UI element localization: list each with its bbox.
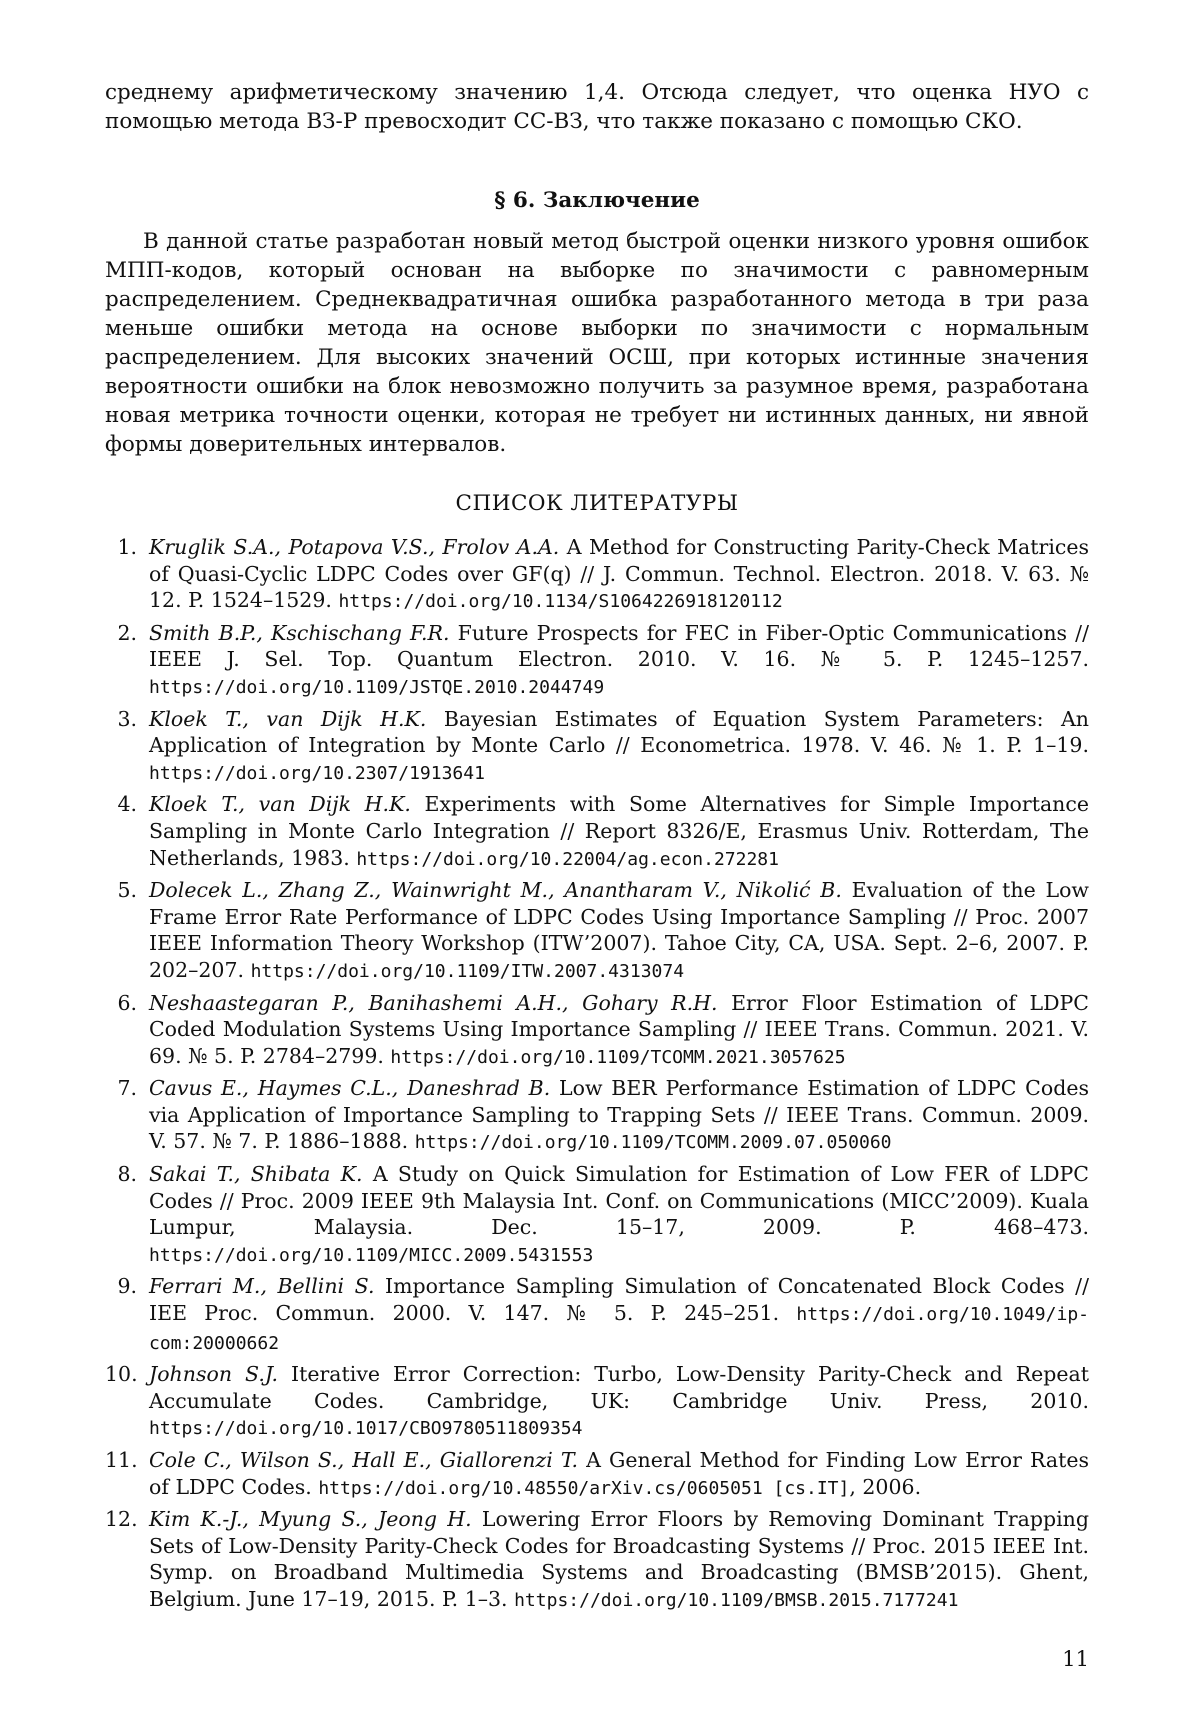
reference-doi-link[interactable]: https://doi.org/10.1134/S1064226918120112	[338, 591, 782, 612]
reference-doi-link[interactable]: https://doi.org/10.1109/ITW.2007.4313074	[251, 961, 684, 982]
reference-item	[105, 1273, 1089, 1357]
reference-authors: Kruglik S.A., Potapova V.S., Frolov A.A.	[149, 535, 559, 559]
reference-number: 8.	[105, 1161, 137, 1188]
reference-number: 1.	[105, 534, 137, 561]
reference-text: Importance Sampling Simulation of Concatenated Block Codes // IEE Proc. Commun. 2000. V. 147. № 5. P. 245–251.	[149, 1274, 1089, 1325]
reference-item	[105, 620, 1089, 702]
reference-authors: Johnson S.J.	[149, 1362, 278, 1386]
reference-authors: Sakai T., Shibata K.	[149, 1162, 363, 1186]
reference-item	[105, 1161, 1089, 1269]
reference-authors: Ferrari M., Bellini S.	[149, 1274, 374, 1298]
reference-tail: , 2006.	[849, 1475, 921, 1499]
conclusion-paragraph: В данной статье разработан новый метод быстрой оценки низкого уровня ошибок МПП-кодов, который основан на выборке по значимости с равномерным распределением. Среднеквадратичная ошибка разработанного метода в три раза меньше ошибки метода на основе выборки по значимости с нормальным распределением. Для высоких значений ОСШ, при которых истинные значения вероятности ошибки на блок невозможно получить за разумное время, разработана новая метрика точности оценки, которая не требует ни истинных данных, ни явной формы доверительных интервалов.	[105, 227, 1089, 459]
reference-doi-link[interactable]: https://doi.org/10.48550/arXiv.cs/0605051 [cs.IT]	[318, 1478, 849, 1499]
reference-authors: Kim K.-J., Myung S., Jeong H.	[149, 1507, 472, 1531]
references-title: СПИСОК ЛИТЕРАТУРЫ	[105, 491, 1089, 516]
reference-item	[105, 1075, 1089, 1157]
reference-item	[105, 706, 1089, 788]
reference-text: Experiments with Some Alternatives for Simple Importance Sampling in Monte Carlo Integration // Report 8326/E, Erasmus Univ. Rotterdam, The Netherlands, 1983.	[149, 792, 1089, 869]
reference-text: Evaluation of the Low Frame Error Rate Performance of LDPC Codes Using Importance Sampling // Proc. 2007 IEEE Information Theory Workshop (ITW’2007). Tahoe City, CA, USA. Sept. 2–6, 2007. P. 202–207.	[149, 878, 1089, 982]
reference-number: 9.	[105, 1273, 137, 1300]
page-number: 11	[1062, 1647, 1089, 1671]
continuation-paragraph: среднему арифметическому значению 1,4. Отсюда следует, что оценка НУО с помощью метода ВЗ-Р превосходит СС-ВЗ, что также показано с помощью СКО.	[105, 78, 1089, 136]
reference-number: 7.	[105, 1075, 137, 1102]
reference-item	[105, 1447, 1089, 1502]
reference-item	[105, 791, 1089, 873]
reference-text: Future Prospects for FEC in Fiber-Optic Communications // IEEE J. Sel. Top. Quantum Electron. 2010. V. 16. № 5. P. 1245–1257.	[149, 621, 1089, 672]
reference-item	[105, 990, 1089, 1072]
page-body	[105, 78, 1089, 1619]
reference-number: 11.	[105, 1447, 137, 1474]
reference-doi-link[interactable]: https://doi.org/10.2307/1913641	[149, 763, 485, 784]
reference-doi-link[interactable]: https://doi.org/10.1109/BMSB.2015.7177241	[514, 1590, 958, 1611]
reference-authors: Kloek T., van Dijk H.K.	[149, 707, 426, 731]
reference-item	[105, 877, 1089, 985]
reference-number: 12.	[105, 1506, 137, 1533]
reference-doi-link[interactable]: https://doi.org/10.1109/JSTQE.2010.2044749	[149, 677, 604, 698]
reference-number: 2.	[105, 620, 137, 647]
reference-number: 4.	[105, 791, 137, 818]
reference-item	[105, 534, 1089, 616]
reference-doi-link[interactable]: https://doi.org/10.1109/TCOMM.2021.3057625	[390, 1047, 845, 1068]
reference-number: 10.	[105, 1361, 137, 1388]
reference-item	[105, 1361, 1089, 1443]
reference-doi-link[interactable]: https://doi.org/10.1017/CBO9780511809354	[149, 1418, 582, 1439]
section-title: § 6. Заключение	[105, 188, 1089, 213]
reference-text: Error Floor Estimation of LDPC Coded Modulation Systems Using Importance Sampling // IEEE Trans. Commun. 2021. V. 69. № 5. P. 2784–2799.	[149, 991, 1089, 1068]
reference-authors: Cole C., Wilson S., Hall E., Giallorenzi T.	[149, 1448, 578, 1472]
reference-number: 5.	[105, 877, 137, 904]
reference-doi-link[interactable]: https://doi.org/10.1109/TCOMM.2009.07.050060	[415, 1132, 892, 1153]
reference-list	[105, 534, 1089, 1615]
reference-number: 6.	[105, 990, 137, 1017]
reference-doi-link[interactable]: https://doi.org/10.1049/ip-com:20000662	[149, 1304, 1089, 1354]
reference-text: Lowering Error Floors by Removing Dominant Trapping Sets of Low-Density Parity-Check Codes for Broadcasting Systems // Proc. 2015 IEEE Int. Symp. on Broadband Multimedia Systems and Broadcasting (BMSB’2015). Ghent, Belgium. June 17–19, 2015. P. 1–3.	[149, 1507, 1089, 1611]
reference-authors: Kloek T., van Dijk H.K.	[149, 792, 411, 816]
reference-authors: Dolecek L., Zhang Z., Wainwright M., Anantharam V., Nikolić B.	[149, 878, 842, 902]
reference-text: A Method for Constructing Parity-Check Matrices of Quasi-Cyclic LDPC Codes over GF(q) // J. Commun. Technol. Electron. 2018. V. 63. № 12. P. 1524–1529.	[149, 535, 1089, 612]
reference-item	[105, 1506, 1089, 1614]
reference-authors: Cavus E., Haymes C.L., Daneshrad B.	[149, 1076, 550, 1100]
reference-text: Iterative Error Correction: Turbo, Low-Density Parity-Check and Repeat Accumulate Codes. Cambridge, UK: Cambridge Univ. Press, 2010.	[149, 1362, 1089, 1413]
reference-text: A General Method for Finding Low Error Rates of LDPC Codes.	[149, 1448, 1089, 1499]
reference-text: A Study on Quick Simulation for Estimation of Low FER of LDPC Codes // Proc. 2009 IEEE 9th Malaysia Int. Conf. on Communications (MICC’2009). Kuala Lumpur, Malaysia. Dec. 15–17, 2009. P. 468–473.	[149, 1162, 1089, 1239]
reference-number: 3.	[105, 706, 137, 733]
reference-text: Low BER Performance Estimation of LDPC Codes via Application of Importance Sampling to Trapping Sets // IEEE Trans. Commun. 2009. V. 57. № 7. P. 1886–1888.	[149, 1076, 1089, 1153]
reference-doi-link[interactable]: https://doi.org/10.1109/MICC.2009.5431553	[149, 1245, 593, 1266]
reference-text: Bayesian Estimates of Equation System Parameters: An Application of Integration by Monte Carlo // Econometrica. 1978. V. 46. № 1. P. 1–19.	[149, 707, 1089, 758]
reference-authors: Smith B.P., Kschischang F.R.	[149, 621, 450, 645]
reference-doi-link[interactable]: https://doi.org/10.22004/ag.econ.272281	[356, 849, 779, 870]
reference-authors: Neshaastegaran P., Banihashemi A.H., Gohary R.H.	[149, 991, 718, 1015]
